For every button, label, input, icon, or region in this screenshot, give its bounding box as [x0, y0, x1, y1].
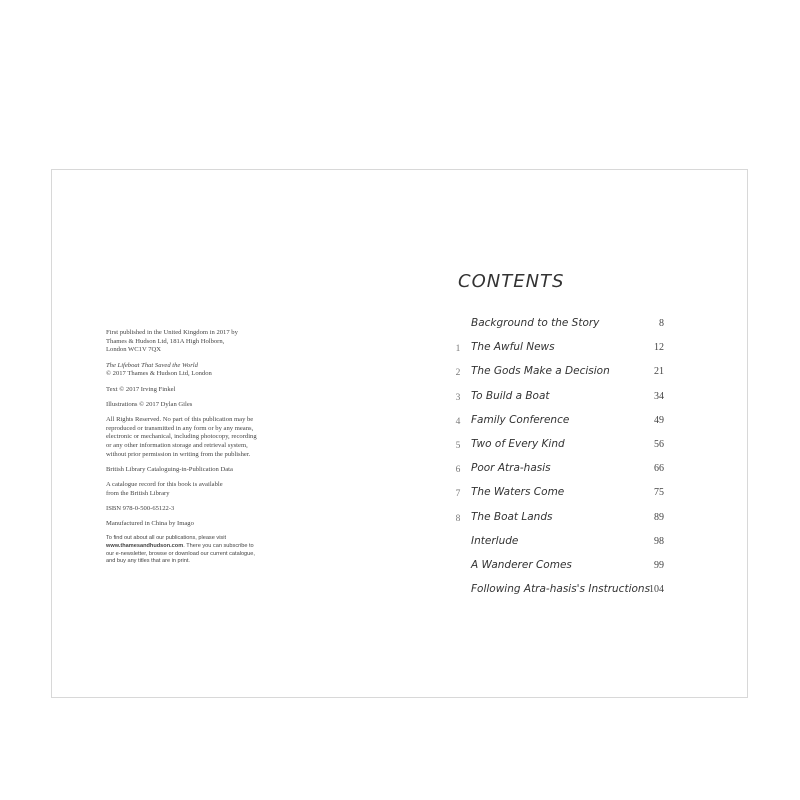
contents-heading: CONTENTS	[458, 271, 565, 292]
rights-statement: All Rights Reserved. No part of this publication may be reproduced or transmitted in any form or by any means, electronic or mechanical, including photocopy, recording or any other information storage and retrieval system, without prior permission in writing from the publisher.	[106, 415, 257, 458]
toc-entry[interactable]	[452, 461, 664, 481]
toc-entry-title: The Awful News	[471, 341, 555, 354]
toc-entry-title: Following Atra-hasis's Instructions	[471, 583, 651, 596]
toc-entry-number: 2	[455, 368, 461, 379]
toc-entry[interactable]	[452, 413, 664, 433]
toc-entry-number: 3	[455, 392, 461, 403]
isbn: ISBN 978-0-500-65122-3	[106, 505, 175, 513]
toc-entry[interactable]	[452, 485, 664, 505]
toc-entry-page: 89	[654, 511, 664, 523]
toc-entry-title: Interlude	[471, 534, 519, 547]
toc-entry[interactable]	[452, 558, 664, 578]
publisher-info: First published in the United Kingdom in 2017 by Thames & Hudson Ltd, 181A High Holborn, London WC1V 7QX	[106, 329, 238, 354]
toc-entry-number: 5	[455, 441, 461, 451]
toc-entry-page: 8	[659, 318, 664, 329]
toc-entry[interactable]	[452, 389, 664, 409]
toc-entry[interactable]	[452, 510, 664, 530]
toc-entry-title: Background to the Story	[471, 317, 600, 329]
website-note-intro: To find out about all our publications, please visit	[106, 535, 227, 542]
copyright-page	[106, 329, 276, 572]
toc-entry[interactable]	[452, 316, 664, 336]
toc-entry-page: 99	[654, 560, 664, 571]
toc-entry-title: The Waters Come	[471, 486, 565, 499]
toc-entry-title: To Build a Boat	[471, 389, 550, 402]
website-note	[106, 535, 276, 565]
illustrations-copyright: Illustrations © 2017 Dylan Giles	[106, 400, 193, 408]
website-note-rest: . There you can subscribe to our e-newsletter, browse or download our current catalogue, and buy any titles that are in print.	[106, 543, 255, 565]
toc-entry-title: Poor Atra-hasis	[471, 462, 551, 475]
toc-entry-page: 21	[654, 366, 664, 378]
toc-entry-number: 6	[455, 465, 461, 476]
website-link[interactable]: www.thamesandhudson.com	[106, 543, 184, 550]
toc-entry[interactable]	[452, 364, 664, 384]
catalogue-record: A catalogue record for this book is available from the British Library	[106, 481, 223, 497]
cataloguing-heading: British Library Cataloguing-in-Publication Data	[106, 465, 233, 473]
toc-entry-page: 75	[654, 487, 664, 499]
toc-entry-title: A Wanderer Comes	[471, 559, 572, 571]
toc-entry-page: 66	[654, 463, 664, 475]
toc-entry-number: 1	[455, 344, 461, 355]
manufacturer: Manufactured in China by Imago	[106, 520, 194, 528]
toc-entry-page: 104	[649, 584, 664, 596]
toc-entry-title: Two of Every Kind	[471, 438, 565, 450]
toc-entry-number: 7	[455, 489, 461, 500]
toc-entry[interactable]	[452, 582, 664, 602]
toc-entry-page: 12	[654, 342, 664, 354]
toc-entry[interactable]	[452, 534, 664, 554]
toc-entry[interactable]	[452, 340, 664, 360]
toc-entry-page: 56	[654, 439, 664, 450]
toc-entry-number: 4	[455, 416, 461, 427]
toc-entry-title: The Boat Lands	[471, 510, 553, 523]
book-title: The Lifeboat That Saved the World	[106, 361, 198, 369]
copyright-line: © 2017 Thames & Hudson Ltd, London	[106, 370, 212, 378]
toc-entry-page: 34	[654, 390, 664, 402]
toc-entry-title: Family Conference	[471, 413, 570, 426]
copyright-block	[106, 362, 276, 379]
text-copyright: Text © 2017 Irving Finkel	[106, 385, 176, 393]
toc-entry-number: 8	[455, 513, 461, 524]
toc-entry-page: 98	[654, 535, 664, 547]
toc-entry[interactable]	[452, 437, 664, 457]
toc-entry-page: 49	[654, 414, 664, 426]
toc-entry-title: The Gods Make a Decision	[471, 365, 610, 378]
